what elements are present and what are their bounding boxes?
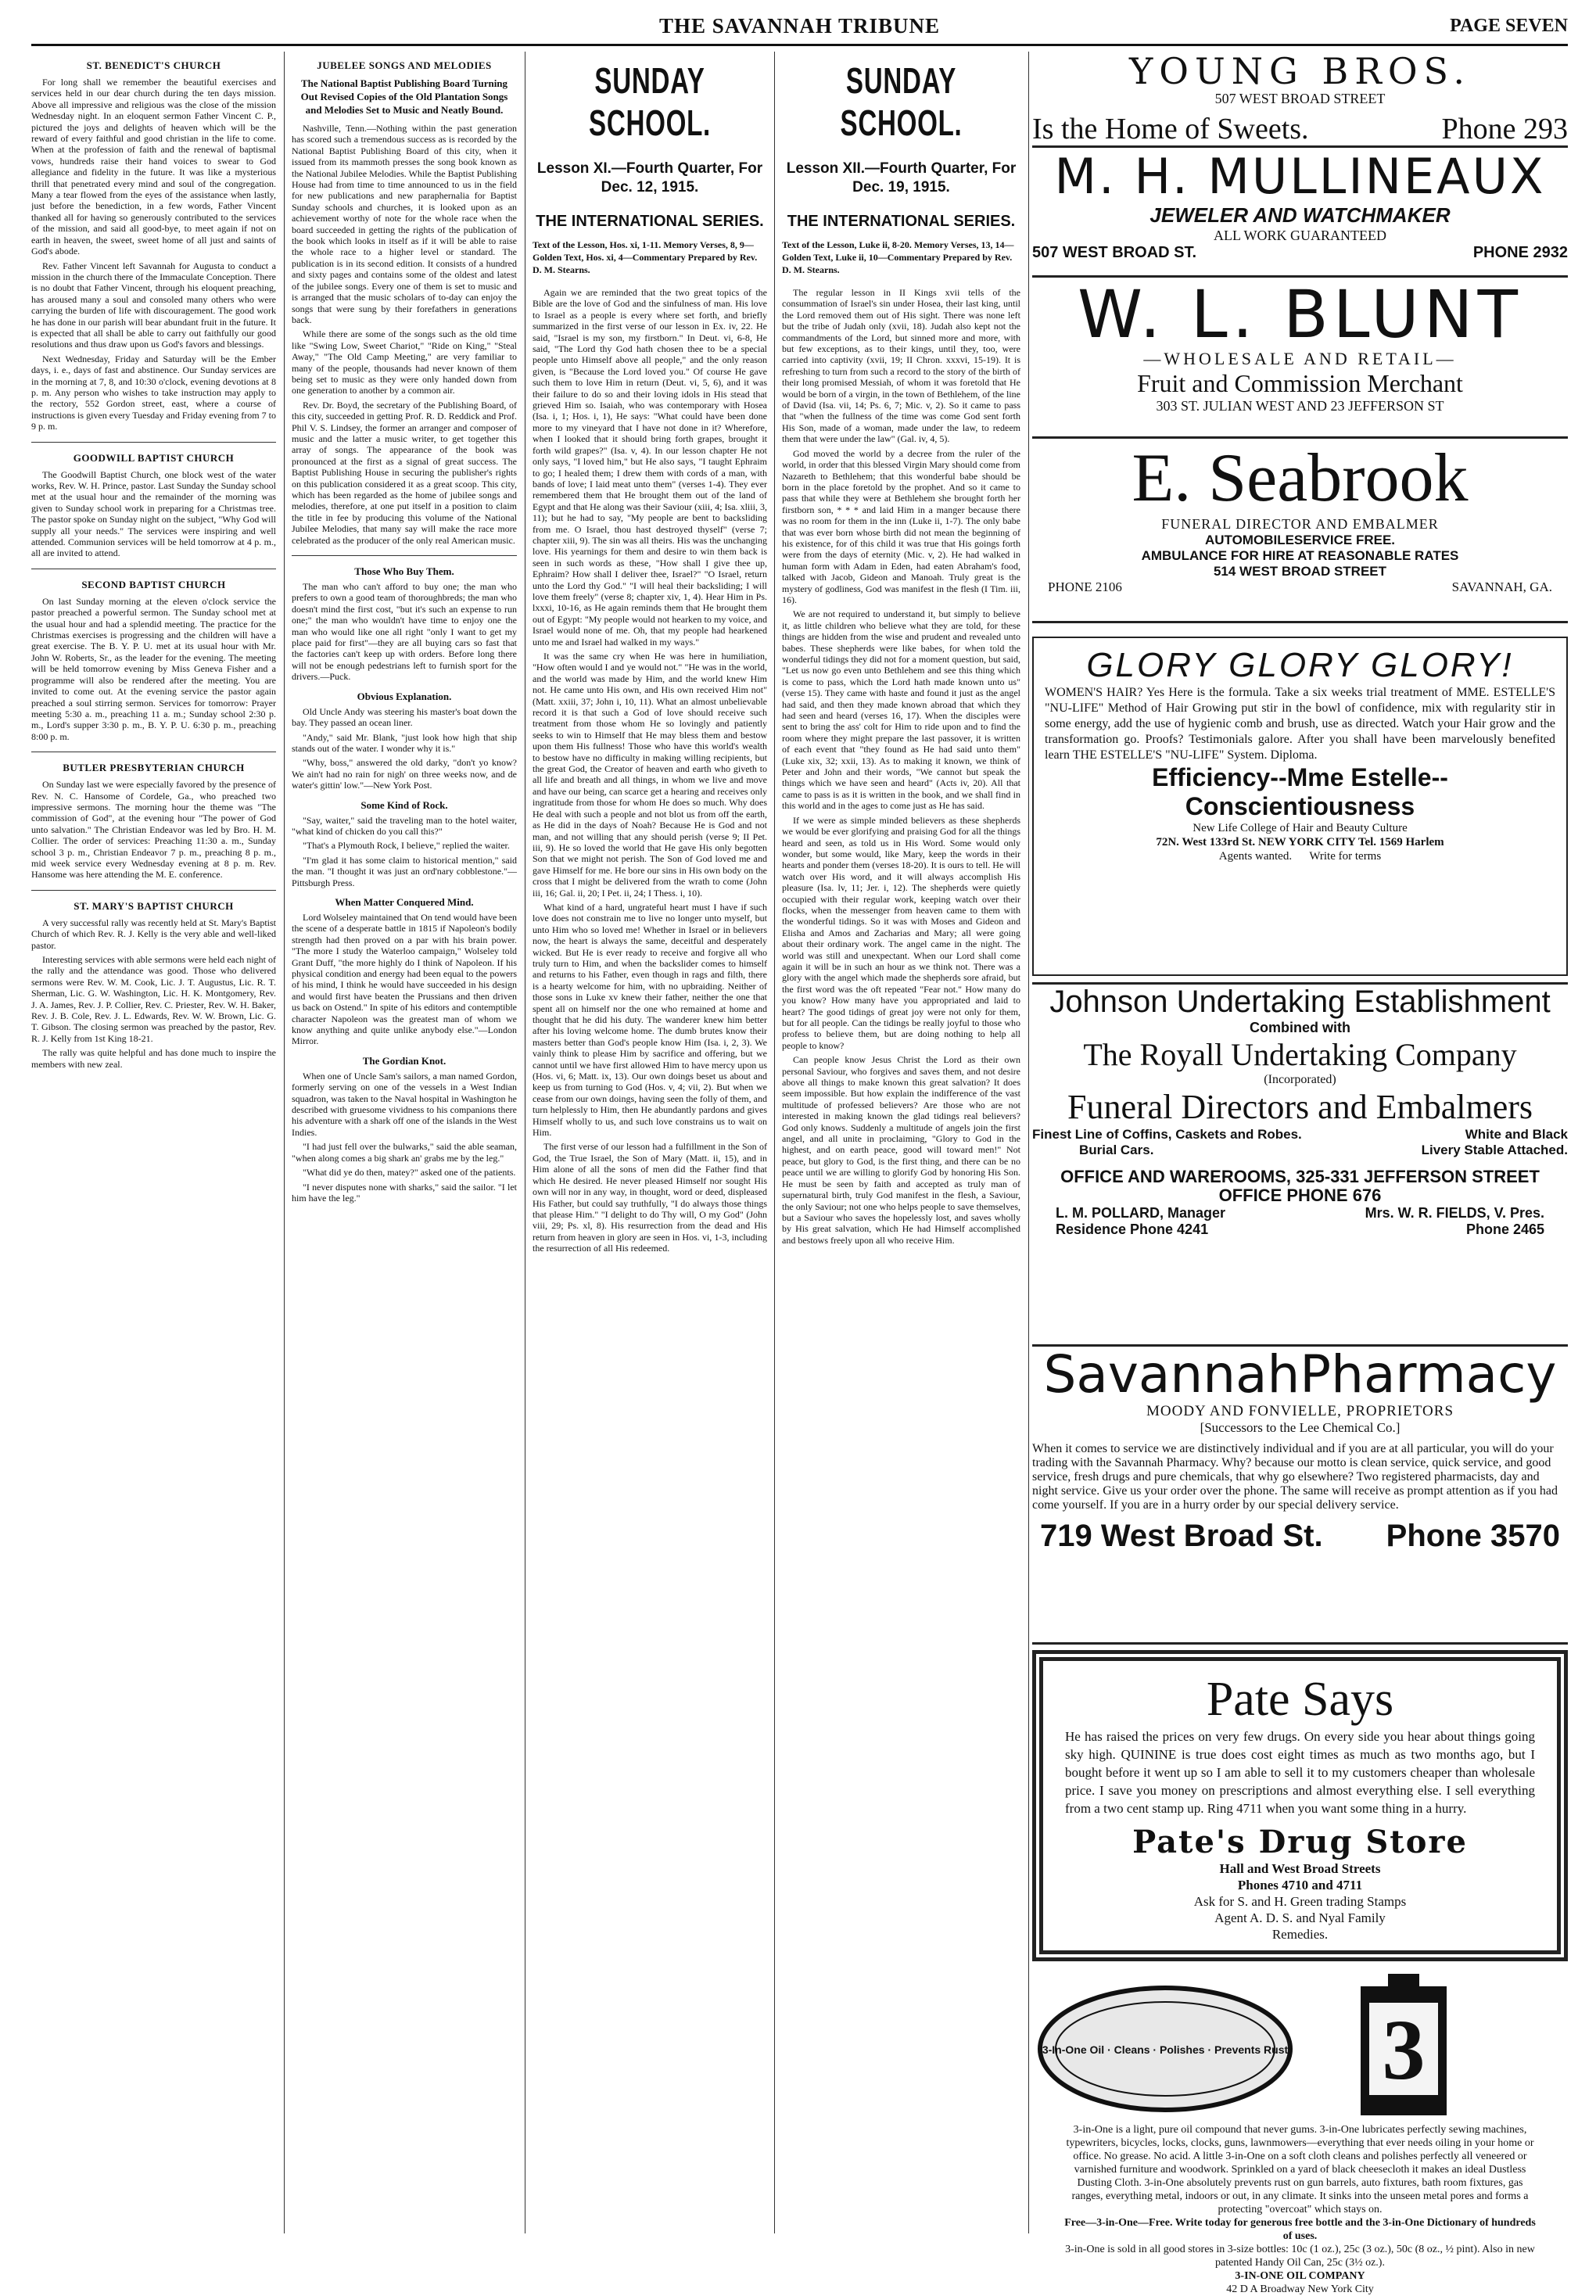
article-heading: ST. BENEDICT'S CHURCH [86, 59, 221, 71]
article-heading: BUTLER PRESBYTERIAN CHURCH [63, 762, 245, 774]
ad-body: WOMEN'S HAIR? Yes Here is the formula. Take a six weeks trial treatment of MME. ESTELLE'S "NU-LIFE" Method of Hair Growing put stir in the bowl of confidence, mix with regularity stir in some energy, add the use of hygienic comb and brush, use as directed. Watch your Hair grow and the transformation go. Proofs? Testimonials galore. After you shall have been marvelously benefited learn THE ESTELLE'S "NU-LIFE" System. Diploma. [1045, 686, 1555, 762]
ad-body: 3-in-One is a light, pure oil compound that never gums. 3-in-One lubricates perfectly sewing machines, typewriters, bicycles, locks, clocks, guns, lawnmowers—everything that ever needs oiling in your home or office. No grease. No acid. A little 3-in-One on a soft cloth cleans and polishes perfectly all veneered or varnished furniture and woodwork. Sprinkled on a yard of black cheesecloth it makes an ideal Dustless Dusting Cloth. 3-in-One absolutely prevents rust on gun barrels, auto fixtures, bath room fixtures, gas ranges, everything metal, indoors or out, in any climate. It sinks into the unseen metal pores and forms a protecting "overcoat" which stays on. [1066, 2124, 1534, 2215]
article-paragraph: On last Sunday morning at the eleven o'clock service the pastor preached a powerful sermon. The Sunday school met at the usual hour and had a splendid meeting. The practice for the Christmas exercises is progressing and the children will have a great exercise. The B. Y. P. U. met at its usual hour with Mr. John W. Roberts, Sr., as the leader for the evening. The meeting will be held tomorrow evening by Miss Geneva Fisher and a programme will also be rendered after the meeting. You are invited to come out. At the evening service the pastor again preached a soul stirring sermon. Services for tomorrow: Prayer meeting 5:30 a. m., preaching 11 a. m.; Sunday school 2:30 p. m., Lord's supper 3:30 p. m., B. Y. P. U. 6:30 p. m., preaching 8:00 p. m. [31, 595, 276, 742]
ad-contact-row [1032, 244, 1568, 262]
article-paragraph: A very successful rally was recently held at St. Mary's Baptist Church of which Rev. R. J. Kelly is the very able and well-liked pastor. [31, 917, 276, 951]
article-paragraph: Nashville, Tenn.—Nothing within the past generation has scored such a tremendous success as is recorded by the National Baptist Publishing Board of this city, when it issued from its mammoth presses the song book known as the National Jubilee Melodies. While the Baptist Publishing House had from time to time announced to us in the field for new publications and new paraphernalia for Baptist Sunday schools and churches, it is looked upon as an achievement worthy of note for the whole race when the board succeeded in getting the rights of the publication of the book which looks in itself as if it will be able to raise the whole race to a higher level or standard. The publication is in its second edition. It consists of a hundred and sixty pages and contains some of the oldest and latest of the jubilee songs. Every one of them is set to music and is arranged that the music scholars of to-day can enjoy the songs that were sung by their forefathers in generations back. [292, 123, 517, 325]
article-paragraph: The regular lesson in II Kings xvii tells of the consummation of Israel's sin under Hosea, their last king, until the Lord removed them out of His sight. There was none left but the tribe of Judah only (xvii, 18). Judah also kept not the commandments of the Lord, but sinned more and more, with but few exceptions, as to their kings, until they, too, were carried into captivity (xvii, 19; II Chron. xxxvi, 15-19). It is refreshing to turn from such a record to the story of the birth of their long promised Messiah, of whom it was foretold that He would be born of a virgin, in the town of Bethlehem, of the line of David (Isa. vii, 14; Ps. 6, 7; Mic. v, 2). So it came to pass that "when the fullness of the time was come God sent forth His Son, made of a woman, made under the law, to redeem them that were under the law" (Gal. iv, 4, 5). [782, 287, 1020, 445]
ad-agents: Agents wanted. [1218, 850, 1293, 863]
ad-contact-row [1032, 1519, 1568, 1554]
article-paragraph: The rally was quite helpful and has done much to inspire the members with new zeal. [31, 1047, 276, 1070]
article-paragraph: "That's a Plymouth Rock, I believe," replied the waiter. [303, 840, 510, 852]
article-paragraph: God moved the world by a decree from the ruler of the world, in order that this blessed Virgin Mary should come from Nazareth to Bethlehem; that this wonderful babe should be born in the place foretold by the prophet. And so it came to pass that while they were at Bethlehem she brought forth her firstborn son, * * * and laid Him in a manger because there was no room for them in the inn (Luke ii, 1-7). The only babe that was ever born whose birth did not mean the beginning of his existence, for of this child it was true that His goings forth were from the days of eternity (Mic. v, 2). He had walked in human form with Adam in Eden, had eaten Abraham's food, talked with Jacob, Gideon and Manoah. Truly great is the mystery of godliness, God was manifest in the flesh (I Tim. iii, 16). [782, 447, 1020, 605]
ad-address: 42 D A Broadway New York City [1226, 2283, 1374, 2295]
ad-contact-row [1032, 579, 1568, 595]
ad-subtitle: Pate's Drug Store [1132, 1824, 1468, 1860]
ad-phone: Phone 293 [1441, 113, 1568, 145]
article-paragraph: "I'm glad it has some claim to historical mention," said the man. "I thought it was just an ord'nary cobblestone."—Pittsburgh Press. [292, 854, 517, 888]
series-title: THE INTERNATIONAL SERIES. [787, 213, 1016, 230]
ad-line: MOODY AND FONVIELLE, PROPRIETORS [1146, 1403, 1454, 1419]
ad-line: White and Black [1465, 1127, 1568, 1142]
column-sunday-school-xi [533, 52, 767, 2233]
ad-title: W. L. BLUNT [1078, 276, 1522, 353]
article-paragraph: It was the same cry when He was here in humiliation, "How often would I and ye would not." "He was in the world, and the world was made by Him, and the world knew Him not. He came unto His own, and His own received Him not" (Matt. xxiii, 37; John i, 10, 11). What an almost unbelievable record it is that such a God of love should receive such treatment from those whom He so lovingly and patiently seeks to win to Himself that He may bless them and bestow upon them His fullness! Those who have this world's wealth to bestow have no difficulty in making willing recipients, but the great God, the Creator of heaven and earth who giveth to all life and breath and all things, in whom we live and move and have our being, can scarce get a hearing and receives only ingratitude from those for whom He does so much. Why does He deal with such a people and not blot us from off the earth, as He did in the days of Noah? Because He is God and not man, and not willing that any should perish (verse 9; II Pet. iii, 9). He so loved the world that He gave His only begotten Son that we might not perish. The Son of God loved me and gave Himself for me. He bore our sins in His own body on the cross that I might be delivered from the wrath to come (John iii, 16; Gal. ii, 20; I Pet. ii, 24; I Thess. i, 10). [533, 651, 767, 899]
ad-guarantee: ALL WORK GUARANTEED [1214, 228, 1386, 243]
ad-frame [1032, 1650, 1568, 1961]
ad-seabrook [1032, 441, 1568, 623]
article-heading: The Gordian Knot. [362, 1054, 447, 1067]
article-paragraph: Rev. Dr. Boyd, the secretary of the Publishing Board, of this city, succeeded in getting Prof. R. D. Reddick and Prof. Phil V. S. Lindsey, the former an arranger and composer of music and the latter a music writer, to get together this array of songs. The appearance of the book was pronounced at the first as a signal of great success. The Baptist Publishing House in securing the publisher's rights on this publication considered it as a great scoop. This city, which has been regarded as the home of jubilee songs and melodies, therefore, at one put itself in a position to claim the title in fee by producing this volume of the National Jubilee Melodies, that many say will make the race more celebrated as the producer of the only real American music. [292, 399, 517, 546]
ad-address: 719 West Broad St. [1040, 1519, 1323, 1553]
article-paragraph: Interesting services with able sermons were held each night of the rally and the attendance was good. Those who delivered sermons were Rev. W. M. Cook, Lic. J. T. Augustus, Lic. R. T. Sherman, Lic. G. W. Washington, Lic. H. K. Montgomery, Rev. J. A. James, Rev. J. P. Collier, Rev. C. Priester, Rev. W. H. Baker, Rev. J. B. Cole, Rev. J. L. Edwards, Rev. W. W. Brown, Lic. G. T. Gibson. The closing sermon was preached by the pastor, Rev. R. J. Kelly from 1st King 18-21. [31, 954, 276, 1044]
article-paragraph: "I never disputes none with sharks," said the sailor. "I let him have the leg." [292, 1181, 517, 1204]
article-heading: Obvious Explanation. [357, 690, 452, 702]
article-paragraph: Can people know Jesus Christ the Lord as their own personal Saviour, who forgives and saves them, and not desire above all things to make known this great salvation? It does seem impossible. But how explain the indifference of the vast multitude of professed believers? Are those who are not interested in making known the glad tidings real believers? God only knows. Suddenly a multitude of angels join the first angel, and all unite in proclaiming, "Glory to God in the highest, and on earth peace, good will toward men!" Not peace, but glory to God, is the first thing, and there can be no peace until we are willing to glorify God by honoring His Son. He must be seen by faith and accepted as truly man of supernatural birth, truly God manifest in the flesh, a Saviour, the only Saviour; not one who helps people to save themselves, but a Saviour who saves the hopelessly lost, and saves wholly by His great salvation, which He had Himself accomplished and bestows freely upon all who receive Him. [782, 1054, 1020, 1246]
article-paragraph: What kind of a hard, ungrateful heart must I have if such love does not constrain me to live no longer unto myself, but unto Him who so loved me! Whether in Israel or in believers now, the heart is always the same, deceitful and desperately wicked. But He is ever ready to receive and forgive all who truly turn to Him, and when the backslider comes to himself and returns to his Father, even though in rags and filth, there is a hearty welcome for him, with no upbraiding. Neither of those sons in Luke xv knew their father, neither the one that spent all on himself nor the one who remained at home and thought that he did his duty. The wanderer knew him better after his loving welcome home. The dumb brutes know their masters better than God's people know Him (Isa. i, 2, 3). We vainly think to please Him by sacrifice and offering, but we cannot until we have first allowed Him to have mercy upon us (Hos. vi, 6; Matt. ix, 13). Our own doings beset us about and keep us from turning to God (Hos. v, 4; vii, 2). But when we cease from our own doings, having seen the folly of them, and turn helplessly to Him, then He abundantly pardons and gives Himself wholly to us, and such love constrains us to wait on Him. [533, 901, 767, 1139]
article-heading: GOODWILL BAPTIST CHURCH [73, 451, 235, 464]
ad-pate [1032, 1650, 1568, 1963]
article-paragraph: We are not required to understand it, but simply to believe it, as little children who believe what they are told, for these things are hidden from the wise and prudent and revealed unto babes. These shepherds were like babes, for when told the wonderful tidings they did not for a moment question, but said, "Let us now go even unto Bethlehem and see this thing which is come to pass, which the Lord hath made known unto us" (verse 15). They came with haste and found it just as the angel had said, and then they made known abroad that which they had seen and heard (verses 16, 17). When the disciples were sent to bring the ass' colt for Him to ride upon and to find the room where they might prepare the last passover, it is written of each event that "they found as He had said unto them" (Luke xix, 32; xxii, 13). As to making it known, we think of Peter and John and their words, "We cannot but speak the things which we have seen and heard" (Acts iv, 20). All that came to pass is as it is written in the book, and we shall find in this world and in the ages to come just as He has said. [782, 608, 1020, 812]
article-paragraph: When one of Uncle Sam's sailors, a man named Gordon, formerly serving on one of the vessels in a West Indian squadron, was taken to the Naval hospital in Washington he described with gruesome vividness to his companions there his adventure with a shark off one of the islands in the West Indies. [292, 1070, 517, 1138]
paper-title: THE SAVANNAH TRIBUNE [658, 14, 941, 38]
article-paragraph: "What did ye do then, matey?" asked one of the patients. [303, 1167, 516, 1178]
article-paragraph: Next Wednesday, Friday and Saturday will be the Ember days, i. e., days of fast and abstinence. Our Sunday services are in the morning at 7, 8, and 10:30 o'clock, evening devotions at 8 p. m. Any person who wishes to take instruction may apply to the rectory, 552 Gordon street, east, where a course of instructions is given every Tuesday and Friday evening from 7 to 9 p. m. [31, 353, 276, 432]
ad-phone: Phone 3570 [1386, 1519, 1560, 1553]
ad-address: OFFICE AND WAREROOMS, 325-331 JEFFERSON STREET [1060, 1167, 1540, 1186]
ad-address: 514 WEST BROAD STREET [1213, 564, 1387, 579]
ad-title: Pate Says [1206, 1673, 1394, 1726]
oil-bottle-number: 3 [1382, 2002, 1426, 2097]
ad-frame [1032, 637, 1568, 976]
page-number: PAGE SEVEN [1450, 16, 1568, 36]
ad-staff-phone-row [1032, 1222, 1568, 1238]
ad-line: Fruit and Commission Merchant [1137, 369, 1463, 397]
article-deck: The National Baptist Publishing Board Turning Out Revised Copies of the Old Plantation Songs and Melodies Set to Music and Neatly Bound. [300, 77, 508, 116]
oil-can-label: 3-In-One Oil · Cleans · Polishes · Prevents Rust [1042, 2043, 1289, 2056]
article-paragraph: On Sunday last we were especially favored by the presence of Rev. N. C. Hansome of Cordele, Ga., who preached two impressive sermons. The morning hour the theme was "The commission of God", at the evening hour "The power of God unto salvation." The Christian Endeavor was led by Bro. H. M. Collier. The order of services: Preaching 11:30 a. m., Sunday school 3 p. m., Christian Endeavor 7 p. m., preaching 8 p. m., mid week service every Wednesday evening at 8 p. m. Rev. Hansome was here attending the M. E. conference. [31, 779, 276, 881]
ad-line: [Successors to the Lee Chemical Co.] [1200, 1420, 1401, 1435]
ad-services-row [1032, 1127, 1568, 1158]
ad-vp: Mrs. W. R. FIELDS, V. Pres. [1365, 1205, 1544, 1221]
ad-slogan-row [1032, 112, 1568, 146]
ad-blunt [1032, 276, 1568, 439]
ad-line: Agent A. D. S. and Nyal Family [1214, 1910, 1386, 1925]
divider [292, 555, 517, 556]
ad-line: AMBULANCE FOR HIRE AT REASONABLE RATES [1141, 548, 1459, 563]
article-paragraph: While there are some of the songs such as the old time like "Swing Low, Sweet Chariot," "Ride on King," "Steal Away," "The Old Camp Meeting," are very familiar to many of the people, thousands had never known of them being set to music as they were only handed down from one generation to another by a common air. [292, 328, 517, 396]
ad-subtitle: —WHOLESALE AND RETAIL— [1143, 349, 1457, 368]
ad-manager: L. M. POLLARD, Manager [1056, 1205, 1226, 1221]
lesson-text: Text of the Lesson, Hos. xi, 1-11. Memory Verses, 8, 9—Golden Text, Hos. xi, 4—Commentary Prepared by Rev. D. M. Stearns. [533, 239, 758, 275]
article-paragraph: The man who can't afford to buy one; the man who prefers to own a good team of thoroughbreds; the man who doesn't mind the first cost, "but it's such an expense to run one;" the man who wouldn't have time to enjoy one the man who would like one all right "only I want to get my place paid for first"—they are all buying cars so fast that the factories can't keep up with orders. Before long there will not be enough pedestrians left to furnish sport for the drivers.—Puck. [292, 581, 517, 683]
ad-slogan: Efficiency--Mme Estelle--Conscientiousness [1152, 763, 1448, 820]
column-rule [774, 52, 775, 2233]
ad-line: (Incorporated) [1264, 1073, 1336, 1086]
ad-line-row [1045, 849, 1555, 863]
ad-line: Livery Stable Attached. [1421, 1143, 1568, 1157]
ad-address: Hall and West Broad Streets [1219, 1861, 1381, 1876]
ad-line: Finest Line of Coffins, Caskets and Robes. [1032, 1127, 1302, 1142]
divider [31, 442, 276, 443]
ad-line: Burial Cars. [1079, 1143, 1154, 1157]
masthead [31, 11, 1568, 46]
ad-line: Remedies. [1271, 1927, 1329, 1942]
article-paragraph: Again we are reminded that the two great topics of the Bible are the love of God and the sinfulness of man. His love to Israel as a people is every where set forth, and briefly summarized in the first verse of our lesson in Ex. iv, 22. He said, "Israel is my son, my firstborn." In Deut. vi, 6-8, He said, "The Lord thy God hath chosen thee to be a special people unto Himself above all people," and the only reason given, is "Because the Lord loved you." Of course He gave such them to love Him in return (Deut. vi, 5, 6), and it was their failure to do so and their loving idols in His stead that grieved Him so. Isaiah, who was contemporary with Hosea (Isa. i, 1; Hos. i, 1), He says: "What could have been done more to my vineyard that I have not done in it? Wherefore, when I looked that it should bring forth grapes, brought it forth wild grapes?" (Isa. v, 4). In our lesson chapter He not only says, "I loved him," but He also says, "I taught Ephraim to go; I healed them; I drew them with cords of a man, with bands of love; I laid meat unto them" (verses 1-4). They ever remembered them that He brought them out of the land of Egypt and that He along was their Saviour (xiii, 4; Isa. xliii, 3, 11); but he had to say, "My people are bent to backsliding from me. O Israel, thou hast destroyed thyself" (verse 7; chapter xiii, 9). The sin was all theirs. His was the unchanging love. His yearnings for them and desire to win them back is seen in such words as these, "How shall I give thee up, Ephraim? How shall I deliver thee, Israel?" "O Israel, return unto the Lord thy God." "I will heal their backsliding; I will love them freely" (verse 8; chapter xiv, 1, 4). Hear Him in Ps. lxxxi, 10-16, as He again reminds them that He brought them out of Egypt: "My people would not hearken to my voice, and Israel would none of me. Oh, that my people had hearkened unto me and Israel had walked in my ways." [533, 287, 767, 648]
ad-phone: Phone 2465 [1465, 1222, 1544, 1237]
article-paragraph: For long shall we remember the beautiful exercises and services held in our dear church during the ten days mission. Above all impressive and religious was the close of the mission Wednesday night. In an eloquent sermon Father Vincent C. P., pictured the joys and delights of heaven which will be the reward of every faithful and good christian in the life to come. When at the profession of faith and the renewal of baptismal vows, hundreds raise their hand voices to swear to God allegiance and fidelity in the future. It was like a mysterious thrill that penetrated every mind and soul of the congregation. Many a tear flowed from the eyes of the assistance when lastly, just before the benediction, in a few words, Father Vincent thanked all for having so generously contributed to the services of the mission, and said all good-bye, to meet again if not on earth in heaven, the sweet, sweet home of all just and saints of God's abode. [31, 77, 276, 257]
article-paragraph: "Andy," said Mr. Blank, "just look how high that ship stands out of the water. I wonder why it is." [292, 731, 517, 754]
ad-frame [1032, 1971, 1568, 2296]
column-rule [284, 52, 285, 2233]
ad-staff-row [1032, 1205, 1568, 1222]
column-sunday-school-xii [782, 52, 1020, 2233]
ad-slogan: Is the Home of Sweets. [1032, 113, 1309, 145]
lesson-text: Text of the Lesson, Luke ii, 8-20. Memory Verses, 13, 14—Golden Text, Luke ii, 10—Commentary Prepared by Rev. D. M. Stearns. [782, 239, 1014, 275]
oil-can-illustration [1032, 1971, 1568, 2119]
ad-company: 3-IN-ONE OIL COMPANY [1235, 2270, 1365, 2282]
ad-johnson-undertaking [1032, 982, 1568, 1347]
article-paragraph: Lord Wolseley maintained that On tend would have been the scene of a desperate battle in 1815 if Napoleon's bodily strength had then proved on a par with his brain power. "The more I study the Waterloo campaign," Wolseley told Grant Duff, "the more highly do I think of Napoleon. If his physical condition and energy had been equal to the powers of his mind, I think he would have succeeded in his design and would first have beaten the Prussians and then driven us back on Ostend." In spite of his editors and contemptible character Napoleon was the greatest man of whom we know anything and quite unlike anybody else."—London Mirror. [292, 911, 517, 1047]
column-church-news [31, 52, 276, 2233]
ad-phone: OFFICE PHONE 676 [1218, 1186, 1382, 1205]
article-paragraph: "Why, boss," answered the old darky, "don't yo know? We ain't had no rain for nigh' on three weeks now, and de water's gittin' low."—New York Post. [292, 757, 517, 791]
article-heading: ST. MARY'S BAPTIST CHURCH [74, 899, 234, 912]
article-paragraph: The Goodwill Baptist Church, one block west of the water works, Rev. W. H. Prince, pastor. Last Sunday the Sunday school met at the usual hour and the remainder of the morning was given to Sunday school work in preparing for a Christmas tree. The pastor spoke on Sunday night on the subject, "Why God will supply all your needs." The services were inspiring and well attended. Communion services will be held tomorrow at 4 p. m., all are invited to attend. [31, 468, 276, 559]
article-heading: Those Who Buy Them. [354, 565, 454, 578]
article-paragraph: If we were as simple minded believers as these shepherds we would be ever glorifying and praising God for all the things heard and seen, as told us in His Word. Some would only wonder, but some would, like Mary, keep the words in their hearts and ponder them (verses 18-20). It is ours to tell. He will watch over His word, and it will always accomplish His pleasure (Isa. lv, 11; Jer. i, 12). The shepherds were quietly occupied with their regular work, keeping watch over their flocks, when the messenger from heaven came to them with the wonderful tidings. So it was with Moses and Gideon and Elisha and Amos and Zacharias and Mary; all were going about their ordinary work. The angel came in the night. The world was still and unexpectant. When our Lord shall come again it will be in such an hour as we think not. There was a glory with the angel which made the shepherds sore afraid, but the first word was the oft repeated "Fear not." How many do you know? How many have you appropriated and laid to heart? The good tidings of great joy were not only for them, but for all people. Can the tidings be really joyful to those who profess to believe them, but are doing nothing to help all people to know? [782, 814, 1020, 1051]
ad-body: He has raised the prices on very few drugs. On every side you hear about things going sky high. QUININE is true does cost eight times as much as two months ago, but I bought before it went up so I am able to sell it to my customers cheaper than wholesale price. I save you money on prescriptions and almost everything else. I sell everything from a two cent stamp up. Ring 4711 when you want some thing in a hurry. [1065, 1729, 1535, 1816]
ad-phone: PHONE 2932 [1472, 244, 1568, 261]
ad-write: Write for terms [1309, 850, 1382, 863]
ad-title: M. H. MULLINEAUX [1054, 148, 1546, 205]
ad-phone: PHONE 2106 [1048, 579, 1122, 594]
ad-title: YOUNG BROS. [1128, 50, 1472, 92]
ad-address: 507 WEST BROAD ST. [1032, 244, 1197, 261]
article-heading: When Matter Conquered Mind. [335, 895, 474, 908]
article-heading: SECOND BAPTIST CHURCH [81, 578, 226, 590]
section-title: SUNDAY SCHOOL. [840, 60, 963, 143]
ad-line: 3-in-One is sold in all good stores in 3-size bottles: 10c (1 oz.), 25c (3 oz.), 50c (8 oz., ½ pint). Also in new patented Handy Oil Can, 25c (3½ oz.). [1065, 2244, 1535, 2269]
ad-phone: Residence Phone 4241 [1056, 1222, 1209, 1237]
ad-title: GLORY GLORY GLORY! [1086, 646, 1514, 684]
ad-line: Combined with [1250, 1020, 1350, 1035]
article-paragraph: Old Uncle Andy was steering his master's boat down the bay. They passed an ocean liner. [292, 705, 517, 729]
ad-3-in-one-oil [1032, 1971, 1568, 2295]
ad-line: New Life College of Hair and Beauty Culture [1193, 822, 1408, 834]
article-paragraph: "I had just fell over the bulwarks," said the able seaman, "when along comes a big shark an' grabs me by the leg." [292, 1141, 517, 1164]
ad-glory [1032, 629, 1568, 981]
article-heading: JUBELEE SONGS AND MELODIES [317, 59, 492, 71]
column-jubilee [292, 52, 517, 2233]
ad-line: AUTOMOBILESERVICE FREE. [1204, 533, 1396, 547]
ad-title: SavannahPharmacy [1043, 1344, 1557, 1405]
oil-bottle-cap-icon [1388, 1974, 1419, 1989]
ad-phone: Phones 4710 and 4711 [1237, 1878, 1363, 1892]
ad-subtitle: Funeral Directors and Embalmers [1067, 1088, 1533, 1126]
ad-address: 507 WEST BROAD STREET [1214, 91, 1386, 106]
ad-mullineaux [1032, 150, 1568, 278]
ad-title: Johnson Undertaking Establishment [1049, 985, 1551, 1019]
ad-trade: JEWELER AND WATCHMAKER [1149, 203, 1451, 227]
ad-title: E. Seabrook [1132, 440, 1469, 516]
ad-city: SAVANNAH, GA. [1451, 579, 1552, 594]
divider [31, 890, 276, 891]
ad-subtitle: The Royall Undertaking Company [1083, 1037, 1517, 1072]
ad-line: FUNERAL DIRECTOR AND EMBALMER [1161, 516, 1439, 532]
ad-address: 303 ST. JULIAN WEST AND 23 JEFFERSON ST [1156, 398, 1444, 414]
article-paragraph: Rev. Father Vincent left Savannah for Augusta to conduct a mission in the church there of the Immaculate Conception. There is no doubt that Father Vincent, through his eloquent preaching, has aroused many a soul and consoled many others who were carrying the burden of life with discouragement. The good work he has done in our parish will bear abundant fruit in the future. It is expected that all shall be able to carry out faithfully our good resolutions and thus draw upon us God's favors and blessings. [31, 260, 276, 350]
ad-savannah-pharmacy [1032, 1344, 1568, 1645]
lesson-title: Lesson XI.—Fourth Quarter, For Dec. 12, 1915. [536, 160, 763, 196]
lesson-title: Lesson XII.—Fourth Quarter, For Dec. 19, 1915. [786, 160, 1017, 196]
article-paragraph: The first verse of our lesson had a fulfillment in the Son of God, the True Israel, the Son of Mary (Matt. ii, 15), and in Him alone of all the sons of men did the Father find that which He desired. He never pleased Himself nor sought His own will nor in any way, in thought, word or deed, displeased His Father, but could say truthfully, "I do always those things that please Him." "I delight to do Thy will, O my God" (John viii, 29; Ps. xl, 8). His resurrection from the dead and His return from heaven in glory are seen in Hos. vi, 1-3, including the resurrection of all His redeemed. [533, 1141, 767, 1254]
ad-young-bros [1032, 52, 1568, 148]
article-heading: Some Kind of Rock. [360, 798, 448, 811]
column-rule [1028, 52, 1029, 2233]
ad-address: 72N. West 133rd St. NEW YORK CITY Tel. 1569 Harlem [1156, 836, 1444, 848]
article-paragraph: "Say, waiter," said the traveling man to the hotel waiter, "what kind of chicken do you call this?" [292, 814, 517, 837]
series-title: THE INTERNATIONAL SERIES. [536, 213, 764, 230]
ad-line: Ask for S. and H. Green trading Stamps [1193, 1894, 1407, 1909]
section-title: SUNDAY SCHOOL. [589, 60, 711, 143]
ad-body: When it comes to service we are distinctively individual and if you are at all particular, you will do your trading with the Savannah Pharmacy. Why? because our motto is clean service, quick service, and good service, fresh drugs and pure chemicals, that why go elsewhere? Two registered pharmacists, day and night service. Give us your order over the phone. The same will receive as prompt attention as if you had come yourself. If you are in a hurry order by our special delivery service. [1032, 1442, 1558, 1512]
ad-offer: Free—3-in-One—Free. Write today for generous free bottle and the 3-in-One Dictionary of hundreds of uses. [1064, 2217, 1536, 2242]
